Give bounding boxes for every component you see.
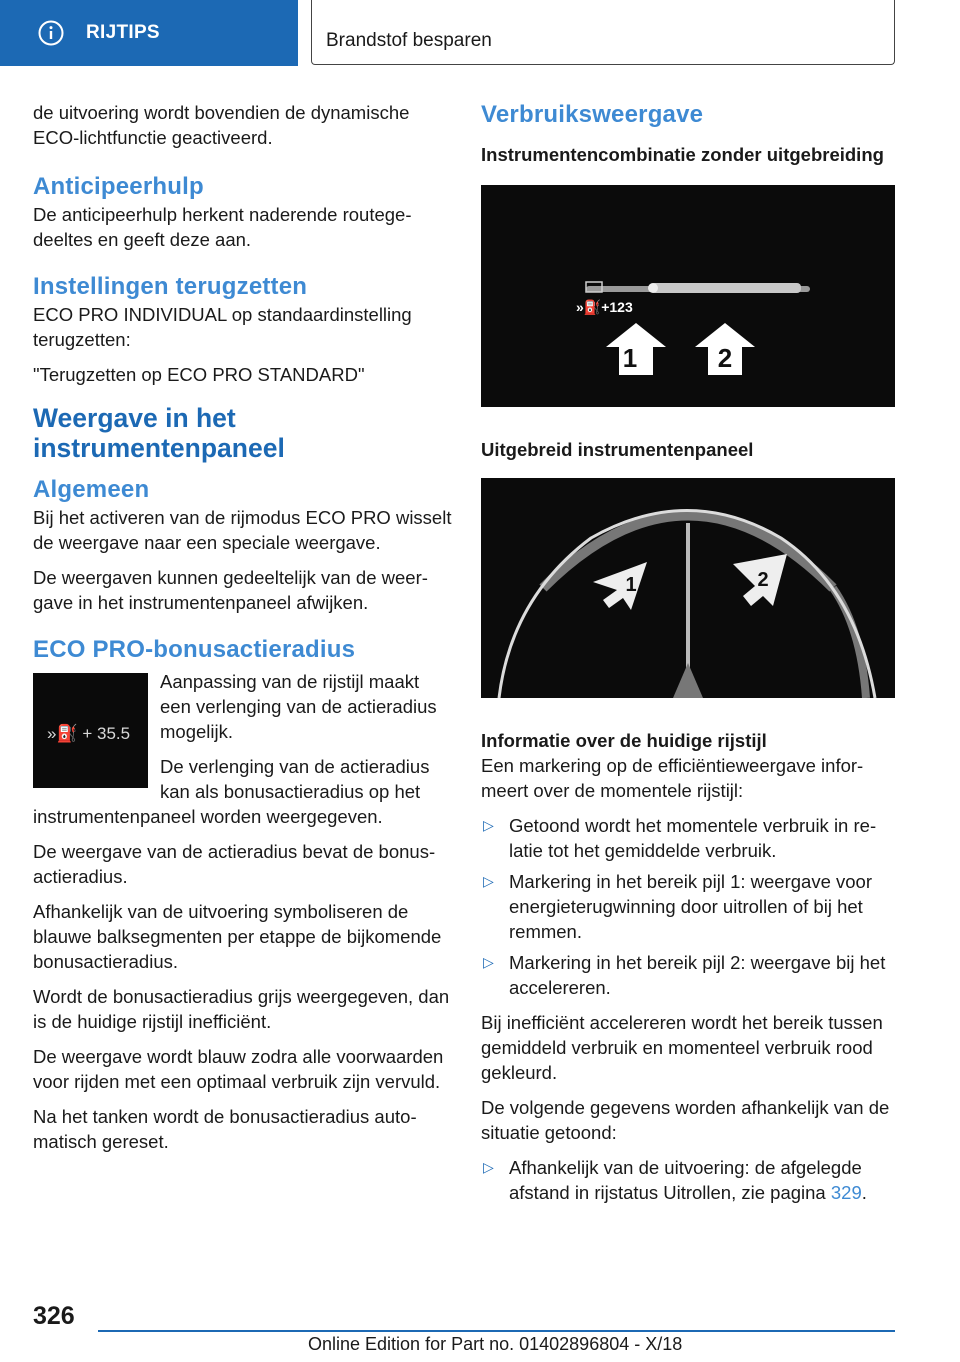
header-bar bbox=[0, 0, 960, 66]
anticipeer-text: De anticipeerhulp herkent naderende routegedeeltes en geeft deze aan. bbox=[33, 204, 412, 250]
info-icon bbox=[38, 20, 64, 46]
list-item: ▷ Markering in het bereik pijl 2: weergave bij het accelereren. bbox=[483, 952, 886, 998]
fig2-arrow-1: 1 bbox=[625, 574, 637, 596]
bonus-paragraph-5: Wordt de bonusactieradius grijs weergegeven, dan is de huidige rijstijl inefficiënt. bbox=[33, 986, 450, 1032]
data-bullet-list bbox=[481, 1155, 895, 1205]
intro-paragraph: de uitvoering wordt bovendien de dynamische ECO-lichtfunctie geactiveerd. bbox=[33, 102, 410, 148]
general-paragraph-2: De weergaven kunnen gedeeltelijk van de weergave in het instrumentenpaneel afwijken. bbox=[33, 567, 428, 613]
bonus-heading: ECO PRO-bonusactieradius bbox=[33, 636, 356, 663]
fig1-value: »⛽+123 bbox=[576, 299, 633, 315]
bonus-paragraph-2: De verlenging van de actieradius kan als bonusactieradius op het instrumentenpaneel worden weergegeven. bbox=[33, 756, 430, 827]
bullet-triangle-icon: ▷ bbox=[483, 954, 494, 970]
bullet-triangle-icon: ▷ bbox=[483, 873, 494, 889]
display-heading: Weergave in het instrumentenpaneel bbox=[33, 403, 285, 463]
list-item: ▷ Getoond wordt het momentele verbruik in relatie tot het gemiddelde verbruik. bbox=[483, 815, 877, 861]
page-number: 326 bbox=[33, 1302, 75, 1330]
footer-divider bbox=[98, 1330, 895, 1332]
general-heading: Algemeen bbox=[33, 476, 150, 503]
reset-heading: Instellingen terugzetten bbox=[33, 273, 308, 300]
bonus-paragraph-6: De weergave wordt blauw zodra alle voorwaarden voor rijden met een optimaal verbruik zijn vervuld. bbox=[33, 1046, 444, 1092]
section-tab-label: RIJTIPS bbox=[86, 22, 160, 43]
consumption-heading: Verbruiksweergave bbox=[481, 101, 704, 128]
combo-heading: Instrumentencombinatie zonder uitgebreiding bbox=[481, 144, 884, 165]
figure-instrument-combo-drawing bbox=[481, 185, 895, 407]
bonus-range-image bbox=[33, 673, 148, 788]
list-item: ▷ Markering in het bereik pijl 1: weergave voor energieterugwinning door uitrollen of bij het remmen. bbox=[483, 871, 872, 942]
figure-extended-panel bbox=[481, 478, 895, 698]
right-column bbox=[481, 100, 895, 1215]
bonus-range-value: »⛽ + 35.5 bbox=[47, 724, 131, 743]
figure-instrument-combo bbox=[481, 185, 895, 407]
following-text: De volgende gegevens worden afhankelijk van de situatie getoond: bbox=[481, 1097, 890, 1143]
style-bullet-list bbox=[481, 813, 895, 1000]
left-column bbox=[33, 100, 453, 1164]
fig1-arrow-2: 2 bbox=[717, 343, 733, 373]
fig1-arrow-1: 1 bbox=[622, 343, 638, 373]
figure-extended-panel-drawing bbox=[481, 478, 895, 698]
edition-text: Online Edition for Part no. 01402896804 - X/18 bbox=[308, 1334, 683, 1354]
general-paragraph-1: Bij het activeren van de rijmodus ECO PRO wisselt de weergave naar een speciale weergave. bbox=[33, 507, 452, 553]
bonus-paragraph-7: Na het tanken wordt de bonusactieradius automatisch gereset. bbox=[33, 1106, 417, 1152]
chapter-title: Brandstof besparen bbox=[326, 30, 492, 51]
inefficient-text: Bij inefficiënt accelereren wordt het bereik tussen gemiddeld verbruik en momenteel verbruik rood gekleurd. bbox=[481, 1012, 883, 1083]
bullet-triangle-icon: ▷ bbox=[483, 1159, 494, 1175]
bonus-paragraph-4: Afhankelijk van de uitvoering symboliseren de blauwe balksegmenten per etappe de bijkomende bonusactieradius. bbox=[33, 901, 442, 972]
info-heading: Informatie over de huidige rijstijl bbox=[481, 730, 767, 751]
anticipeer-heading: Anticipeerhulp bbox=[33, 173, 204, 200]
page-link[interactable]: 329 bbox=[830, 1182, 862, 1203]
bonus-paragraph-1: Aanpassing van de rijstijl maakt een verlenging van de actieradius mogelijk. bbox=[160, 671, 437, 742]
reset-text: ECO PRO INDIVIDUAL op standaardinstelling terugzetten: bbox=[33, 304, 412, 350]
extended-heading: Uitgebreid instrumentenpaneel bbox=[481, 439, 754, 460]
list-item: ▷ Afhankelijk van de uitvoering: de afgelegde afstand in rijstatus Uitrollen, zie pagina 329. bbox=[483, 1157, 867, 1203]
reset-quote: "Terugzetten op ECO PRO STANDARD" bbox=[33, 364, 365, 385]
section-tab[interactable] bbox=[0, 0, 298, 66]
info-text: Een markering op de efficiëntieweergave informeert over de momentele rijstijl: bbox=[481, 755, 864, 801]
bullet-triangle-icon: ▷ bbox=[483, 817, 494, 833]
chapter-tab bbox=[311, 0, 895, 65]
bonus-paragraph-3: De weergave van de actieradius bevat de bonusactieradius. bbox=[33, 841, 436, 887]
fig2-arrow-2: 2 bbox=[757, 569, 769, 591]
